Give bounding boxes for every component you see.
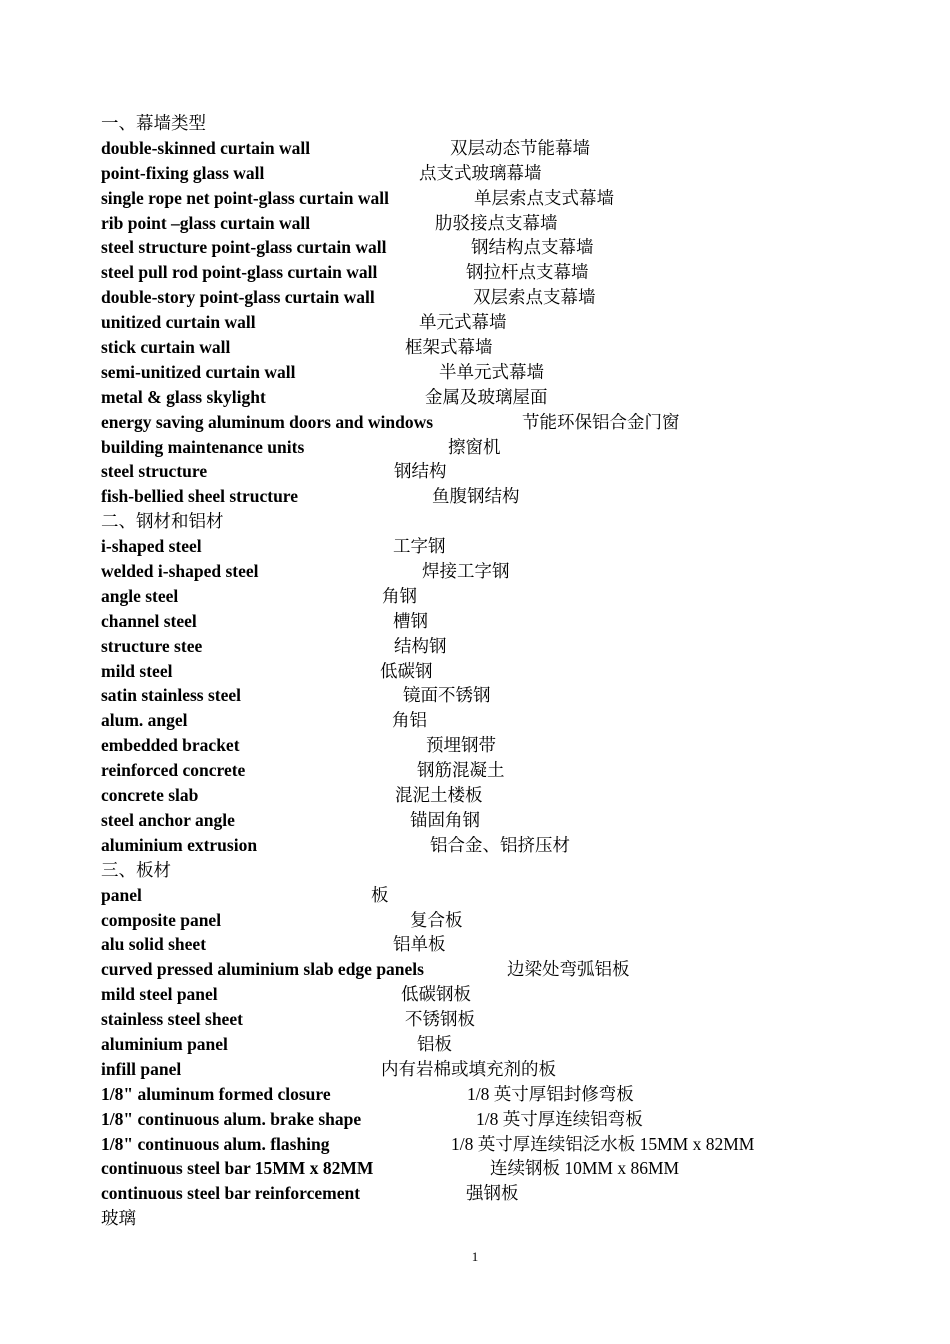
glossary-entry [101, 211, 921, 236]
section-heading [101, 509, 921, 534]
chinese-term: 金属及玻璃屋面 [425, 386, 548, 407]
section-heading-text: 玻璃 [101, 1208, 136, 1229]
glossary-entry [101, 957, 921, 982]
english-term: 1/8" continuous alum. brake shape [101, 1108, 362, 1129]
glossary-entry [101, 932, 921, 957]
chinese-term: 1/8 英寸厚连续铝弯板 [476, 1108, 643, 1129]
chinese-term: 半单元式幕墙 [439, 361, 544, 382]
chinese-term: 边梁处弯弧铝板 [507, 959, 630, 980]
chinese-term: 框架式幕墙 [405, 337, 493, 358]
chinese-term: 槽钢 [393, 610, 428, 631]
chinese-term: 肋驳接点支幕墙 [435, 212, 558, 233]
english-term: steel structure point-glass curtain wall [101, 237, 387, 258]
chinese-term: 1/8 英寸厚铝封修弯板 [467, 1083, 634, 1104]
english-term: stick curtain wall [101, 337, 231, 358]
section-heading [101, 858, 921, 883]
english-term: steel pull rod point-glass curtain wall [101, 262, 378, 283]
english-term: welded i-shaped steel [101, 561, 259, 582]
chinese-term: 低碳钢板 [401, 984, 471, 1005]
chinese-term: 双层索点支幕墙 [473, 287, 596, 308]
glossary-entry [101, 435, 921, 460]
chinese-term: 混泥土楼板 [395, 785, 483, 806]
glossary-entry [101, 1156, 921, 1181]
chinese-term: 工字钢 [393, 536, 446, 557]
chinese-term: 铝单板 [393, 934, 446, 955]
glossary-entry [101, 982, 921, 1007]
section-heading [101, 1206, 921, 1231]
english-term: 1/8" continuous alum. flashing [101, 1133, 330, 1154]
chinese-term: 预埋钢带 [426, 735, 496, 756]
glossary-entry [101, 634, 921, 659]
glossary-entry [101, 1082, 921, 1107]
english-term: point-fixing glass wall [101, 162, 265, 183]
english-term: energy saving aluminum doors and windows [101, 411, 434, 432]
english-term: panel [101, 884, 142, 905]
english-term: reinforced concrete [101, 760, 246, 781]
section-heading [101, 111, 921, 136]
chinese-term: 单元式幕墙 [419, 312, 507, 333]
english-term: channel steel [101, 610, 197, 631]
english-term: infill panel [101, 1058, 182, 1079]
glossary-entry [101, 1132, 921, 1157]
english-term: double-skinned curtain wall [101, 137, 311, 158]
chinese-term: 点支式玻璃幕墙 [419, 162, 542, 183]
section-heading-text: 三、板材 [101, 859, 171, 880]
english-term: building maintenance units [101, 436, 305, 457]
glossary-entry [101, 136, 921, 161]
glossary-entry [101, 1032, 921, 1057]
english-term: embedded bracket [101, 735, 240, 756]
english-term: single rope net point-glass curtain wall [101, 187, 389, 208]
glossary-entry [101, 310, 921, 335]
chinese-term: 单层索点支式幕墙 [474, 187, 614, 208]
chinese-term: 角钢 [382, 585, 417, 606]
chinese-term: 铝板 [417, 1033, 452, 1054]
chinese-term: 钢结构点支幕墙 [471, 237, 594, 258]
chinese-term: 锚固角钢 [410, 809, 480, 830]
english-term: concrete slab [101, 785, 199, 806]
glossary-entry [101, 559, 921, 584]
chinese-term: 钢筋混凝土 [417, 760, 505, 781]
section-heading-text: 二、钢材和铝材 [101, 511, 224, 532]
glossary-entry [101, 235, 921, 260]
chinese-term: 低碳钢 [380, 660, 433, 681]
english-term: aluminium extrusion [101, 834, 258, 855]
document-body [101, 111, 921, 1231]
glossary-entry [101, 908, 921, 933]
glossary-entry [101, 534, 921, 559]
glossary-entry [101, 883, 921, 908]
chinese-term: 焊接工字钢 [422, 561, 510, 582]
glossary-entry [101, 733, 921, 758]
english-term: structure stee [101, 635, 203, 656]
chinese-term: 钢结构 [394, 461, 447, 482]
chinese-term: 1/8 英寸厚连续铝泛水板 15MM x 82MM [451, 1133, 755, 1154]
english-term: aluminium panel [101, 1033, 228, 1054]
english-term: semi-unitized curtain wall [101, 361, 296, 382]
glossary-entry [101, 659, 921, 684]
glossary-entry [101, 683, 921, 708]
english-term: curved pressed aluminium slab edge panels [101, 959, 424, 980]
chinese-term: 节能环保铝合金门窗 [522, 411, 680, 432]
chinese-term: 不锈钢板 [405, 1009, 475, 1030]
english-term: steel structure [101, 461, 208, 482]
english-term: composite panel [101, 909, 222, 930]
english-term: mild steel [101, 660, 173, 681]
glossary-entry [101, 1007, 921, 1032]
glossary-entry [101, 584, 921, 609]
section-heading-text: 一、幕墙类型 [101, 113, 206, 133]
chinese-term: 板 [371, 884, 389, 905]
glossary-entry [101, 285, 921, 310]
english-term: mild steel panel [101, 984, 218, 1005]
english-term: fish-bellied sheel structure [101, 486, 299, 507]
english-term: alum. angel [101, 710, 188, 731]
page-number: 1 [471, 1249, 479, 1264]
chinese-term: 鱼腹钢结构 [432, 486, 520, 507]
glossary-entry [101, 260, 921, 285]
english-term: unitized curtain wall [101, 312, 256, 333]
english-term: 1/8" aluminum formed closure [101, 1083, 331, 1104]
chinese-term: 双层动态节能幕墙 [450, 137, 590, 158]
chinese-term: 结构钢 [394, 635, 447, 656]
glossary-entry [101, 1107, 921, 1132]
glossary-entry [101, 484, 921, 509]
glossary-entry [101, 708, 921, 733]
english-term: stainless steel sheet [101, 1009, 243, 1030]
chinese-term: 角铝 [392, 710, 427, 731]
english-term: continuous steel bar 15MM x 82MM [101, 1158, 374, 1179]
chinese-term: 连续钢板 10MM x 86MM [490, 1158, 680, 1179]
chinese-term: 复合板 [410, 909, 463, 930]
chinese-term: 内有岩棉或填充剂的板 [381, 1058, 556, 1079]
glossary-entry [101, 385, 921, 410]
chinese-term: 擦窗机 [448, 436, 501, 457]
glossary-entry [101, 410, 921, 435]
english-term: metal & glass skylight [101, 386, 266, 407]
english-term: rib point –glass curtain wall [101, 212, 311, 233]
english-term: double-story point-glass curtain wall [101, 287, 375, 308]
glossary-entry [101, 161, 921, 186]
english-term: continuous steel bar reinforcement [101, 1183, 361, 1204]
chinese-term: 钢拉杆点支幕墙 [466, 262, 589, 283]
english-term: angle steel [101, 585, 179, 606]
glossary-entry [101, 186, 921, 211]
english-term: i-shaped steel [101, 536, 202, 557]
chinese-term: 强钢板 [466, 1183, 519, 1204]
glossary-entry [101, 783, 921, 808]
glossary-entry [101, 1057, 921, 1082]
glossary-entry [101, 335, 921, 360]
chinese-term: 镜面不锈钢 [403, 685, 491, 706]
glossary-entry [101, 808, 921, 833]
english-term: steel anchor angle [101, 809, 235, 830]
glossary-entry [101, 459, 921, 484]
english-term: satin stainless steel [101, 685, 241, 706]
chinese-term: 铝合金、铝挤压材 [430, 834, 570, 855]
english-term: alu solid sheet [101, 934, 207, 955]
glossary-entry [101, 1181, 921, 1206]
glossary-entry [101, 609, 921, 634]
glossary-entry [101, 833, 921, 858]
glossary-entry [101, 360, 921, 385]
glossary-entry [101, 758, 921, 783]
